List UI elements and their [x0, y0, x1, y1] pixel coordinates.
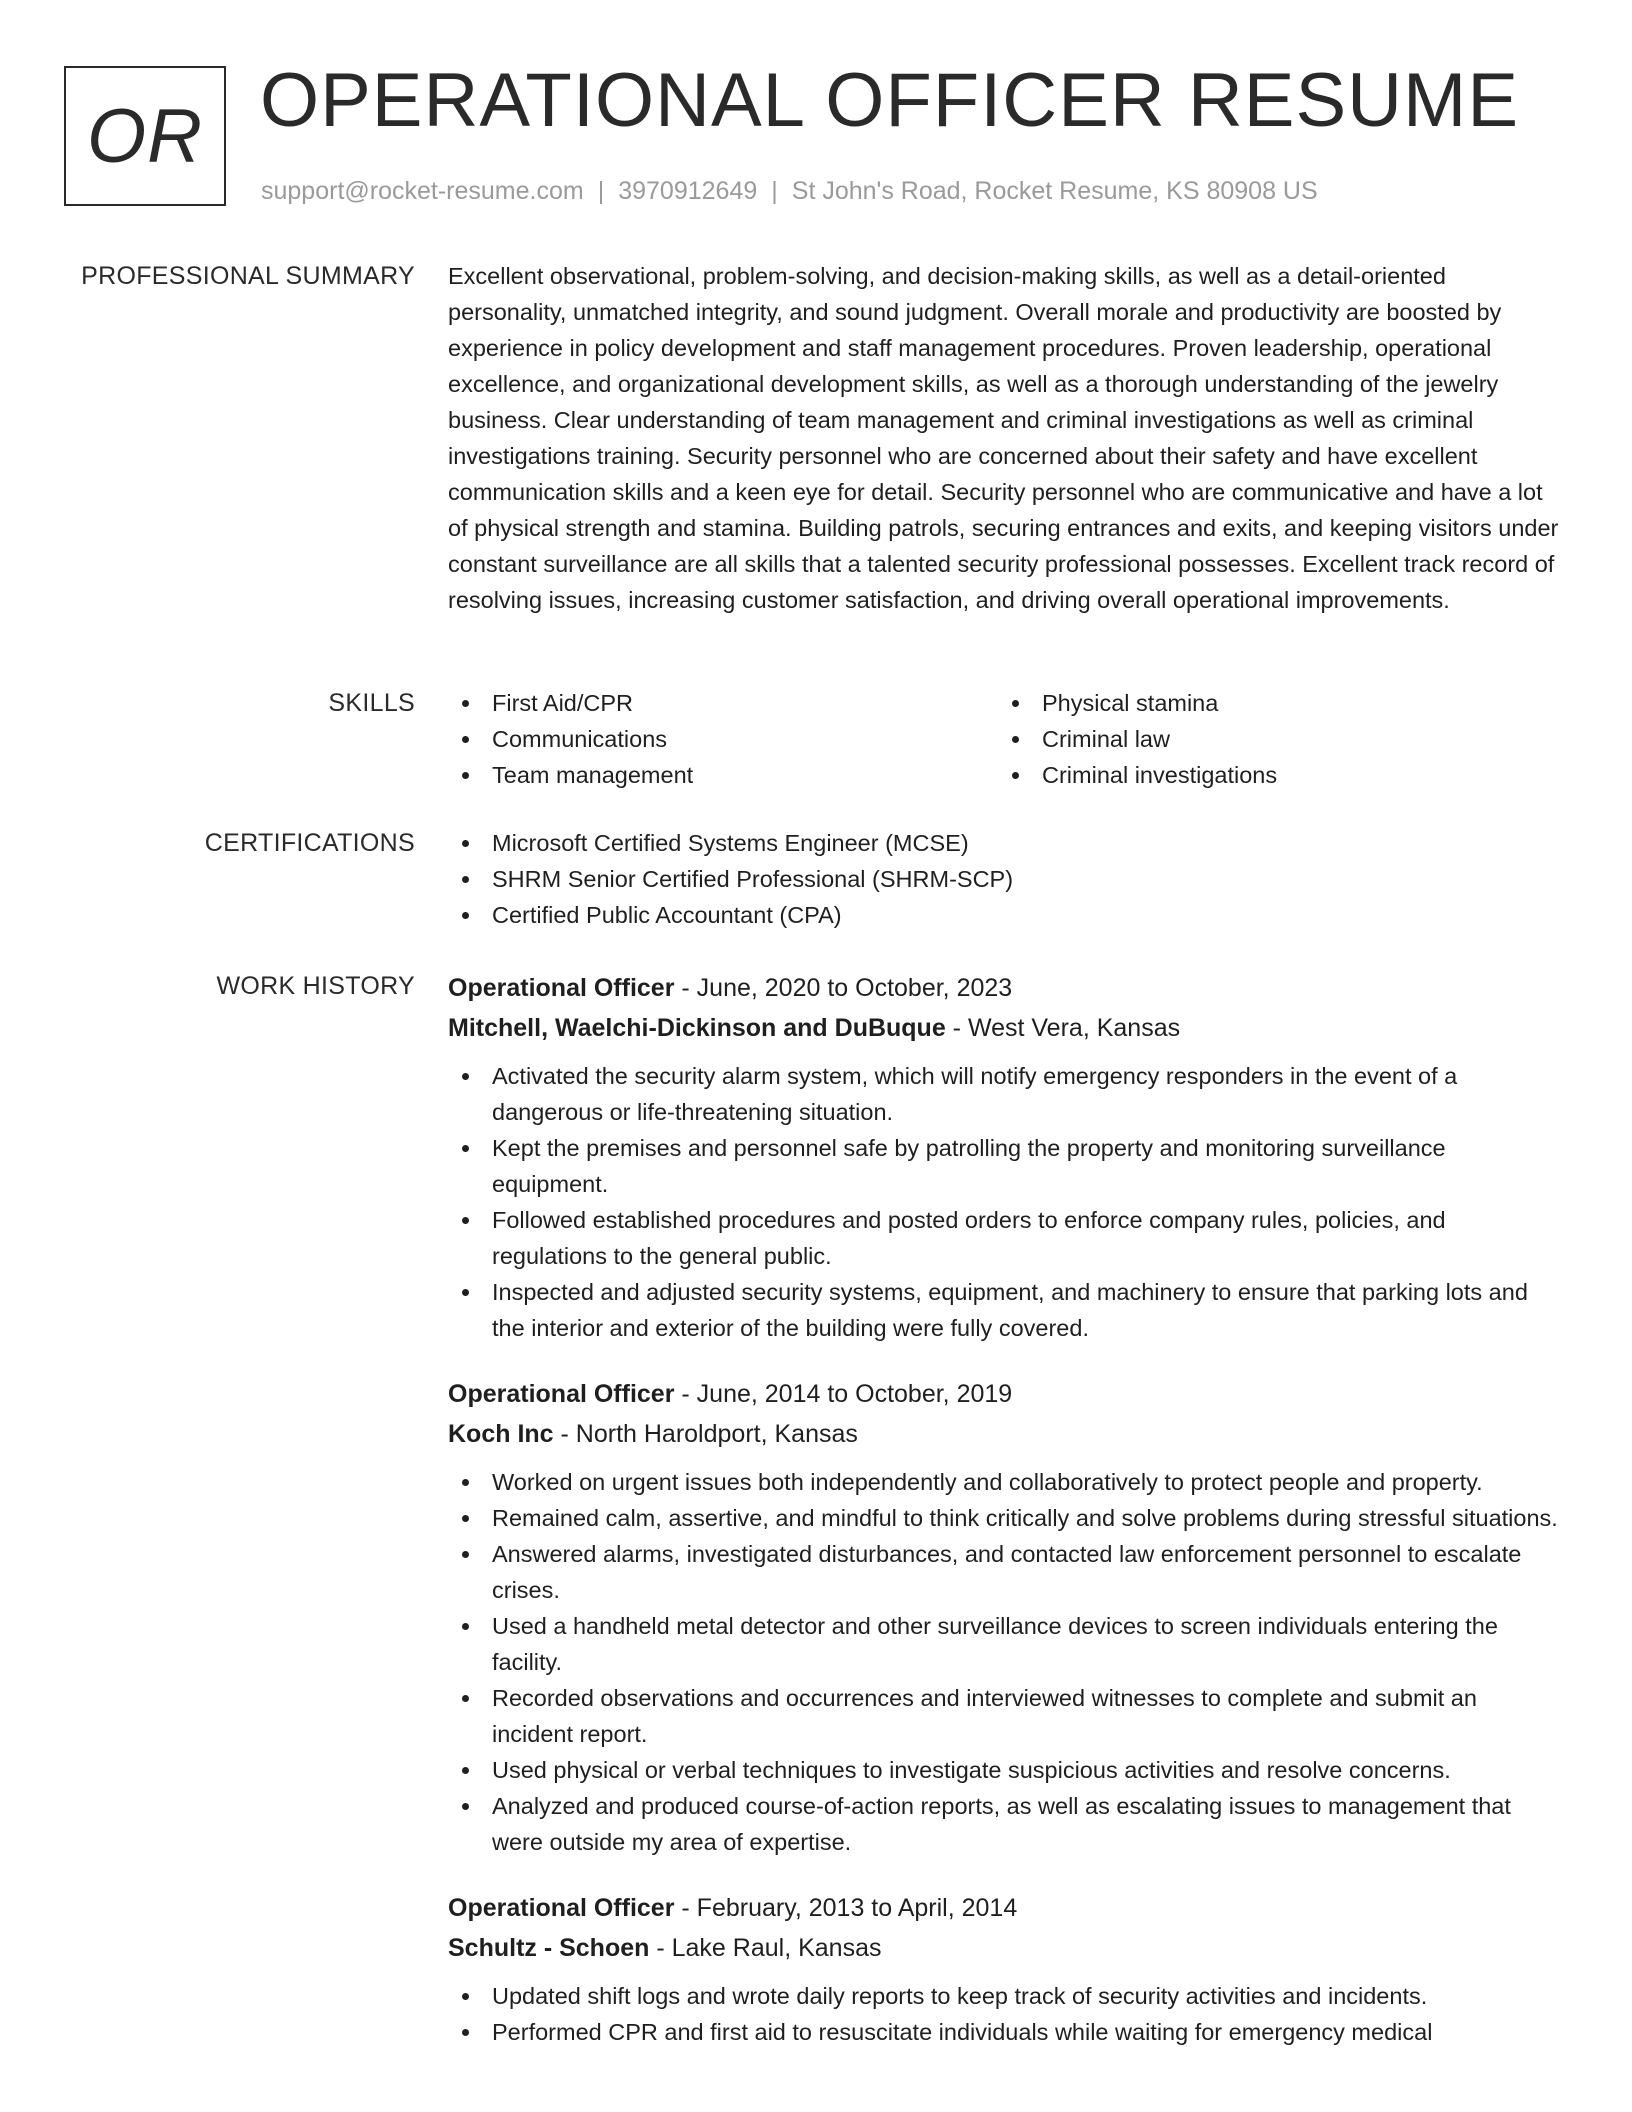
job-bullet: Inspected and adjusted security systems, equipment, and machinery to ensure that parking lots and the interior and exterior of the building were fully covered.: [448, 1274, 1563, 1346]
job-title: Operational Officer: [448, 974, 675, 1002]
contact-separator: |: [597, 177, 605, 205]
skills-body: [448, 685, 1563, 793]
certification-item: SHRM Senior Certified Professional (SHRM-SCP): [448, 861, 1563, 897]
skills-list-right: [998, 685, 1548, 793]
job-company: Koch Inc: [448, 1420, 554, 1448]
job-bullet: Analyzed and produced course-of-action reports, as well as escalating issues to management that were outside my area of expertise.: [448, 1788, 1563, 1860]
skills-list-left: [448, 685, 998, 793]
job-bullet: Updated shift logs and wrote daily reports to keep track of security activities and incidents.: [448, 1978, 1563, 2014]
job-bullet: Worked on urgent issues both independently and collaboratively to protect people and property.: [448, 1464, 1563, 1500]
section-label-skills: SKILLS: [328, 689, 415, 717]
skill-item: Criminal law: [998, 721, 1548, 757]
job-bullet: Recorded observations and occurrences and interviewed witnesses to complete and submit an incident report.: [448, 1680, 1563, 1752]
certification-item: Certified Public Accountant (CPA): [448, 897, 1563, 933]
job-bullets: [448, 1464, 1563, 1860]
certifications-body: [448, 825, 1563, 933]
job-bullet: Answered alarms, investigated disturbances, and contacted law enforcement personnel to escalate crises.: [448, 1536, 1563, 1608]
job-title: Operational Officer: [448, 1894, 675, 1922]
job-dates: - February, 2013 to April, 2014: [674, 1894, 1018, 1922]
job-title-line: [448, 1888, 1563, 1928]
job-location: - Lake Raul, Kansas: [649, 1934, 882, 1962]
skill-item: Criminal investigations: [998, 757, 1548, 793]
contact-address: St John's Road, Rocket Resume, KS 80908 US: [791, 177, 1318, 205]
job-bullet: Followed established procedures and posted orders to enforce company rules, policies, and regulations to the general public.: [448, 1202, 1563, 1274]
skill-item: Physical stamina: [998, 685, 1548, 721]
job-company-line: [448, 1008, 1563, 1048]
skill-item: First Aid/CPR: [448, 685, 998, 721]
summary-text: Excellent observational, problem-solving, and decision-making skills, as well as a detail-oriented personality, unmatched integrity, and sound judgment. Overall morale and productivity are boosted by experience in policy development and staff management procedures. Proven leadership, operational excellence, and organizational development skills, as well as a thorough understanding of the jewelry business. Clear understanding of team management and criminal investigations as well as criminal investigations training. Security personnel who are concerned about their safety and have excellent communication skills and a keen eye for detail. Security personnel who are communicative and have a lot of physical strength and stamina. Building patrols, securing entrances and exits, and keeping visitors under constant surveillance are all skills that a talented security professional possesses. Excellent track record of resolving issues, increasing customer satisfaction, and driving overall operational improvements.: [448, 263, 1559, 613]
monogram-logo: OR: [64, 66, 226, 206]
contact-phone[interactable]: 3970912649: [618, 177, 758, 205]
resume-title: OPERATIONAL OFFICER RESUME: [260, 58, 1520, 143]
contact-separator: |: [771, 177, 778, 205]
job-bullet: Performed CPR and first aid to resuscitate individuals while waiting for emergency medical: [448, 2014, 1563, 2050]
contact-line: [261, 174, 1318, 208]
job-entry: [448, 1888, 1563, 2050]
job-bullets: [448, 1058, 1563, 1346]
job-title: Operational Officer: [448, 1380, 675, 1408]
section-label-work-history: WORK HISTORY: [216, 972, 415, 1000]
section-label-certifications: CERTIFICATIONS: [204, 829, 415, 857]
section-label-summary: PROFESSIONAL SUMMARY: [81, 262, 415, 290]
job-entry: [448, 1374, 1563, 1860]
job-title-line: [448, 1374, 1563, 1414]
contact-email[interactable]: support@rocket-resume.com: [261, 177, 584, 205]
job-dates: - June, 2014 to October, 2019: [674, 1380, 1013, 1408]
job-bullet: Activated the security alarm system, which will notify emergency responders in the event of a dangerous or life-threatening situation.: [448, 1058, 1563, 1130]
job-company: Schultz - Schoen: [448, 1934, 650, 1962]
job-location: - North Haroldport, Kansas: [553, 1420, 858, 1448]
job-bullets: [448, 1978, 1563, 2050]
job-entry: [448, 968, 1563, 1346]
job-company-line: [448, 1414, 1563, 1454]
job-bullet: Kept the premises and personnel safe by patrolling the property and monitoring surveillance equipment.: [448, 1130, 1563, 1202]
certifications-list: [448, 825, 1563, 933]
job-bullet: Used a handheld metal detector and other surveillance devices to screen individuals entering the facility.: [448, 1608, 1563, 1680]
job-location: - West Vera, Kansas: [945, 1014, 1181, 1042]
job-company: Mitchell, Waelchi-Dickinson and DuBuque: [448, 1014, 946, 1042]
certification-item: Microsoft Certified Systems Engineer (MCSE): [448, 825, 1563, 861]
skill-item: Communications: [448, 721, 998, 757]
job-company-line: [448, 1928, 1563, 1968]
job-bullet: Used physical or verbal techniques to investigate suspicious activities and resolve concerns.: [448, 1752, 1563, 1788]
job-dates: - June, 2020 to October, 2023: [674, 974, 1013, 1002]
job-title-line: [448, 968, 1563, 1008]
work-history-body: [448, 968, 1563, 2078]
summary-body: [448, 258, 1563, 618]
job-bullet: Remained calm, assertive, and mindful to think critically and solve problems during stressful situations.: [448, 1500, 1563, 1536]
skill-item: Team management: [448, 757, 998, 793]
